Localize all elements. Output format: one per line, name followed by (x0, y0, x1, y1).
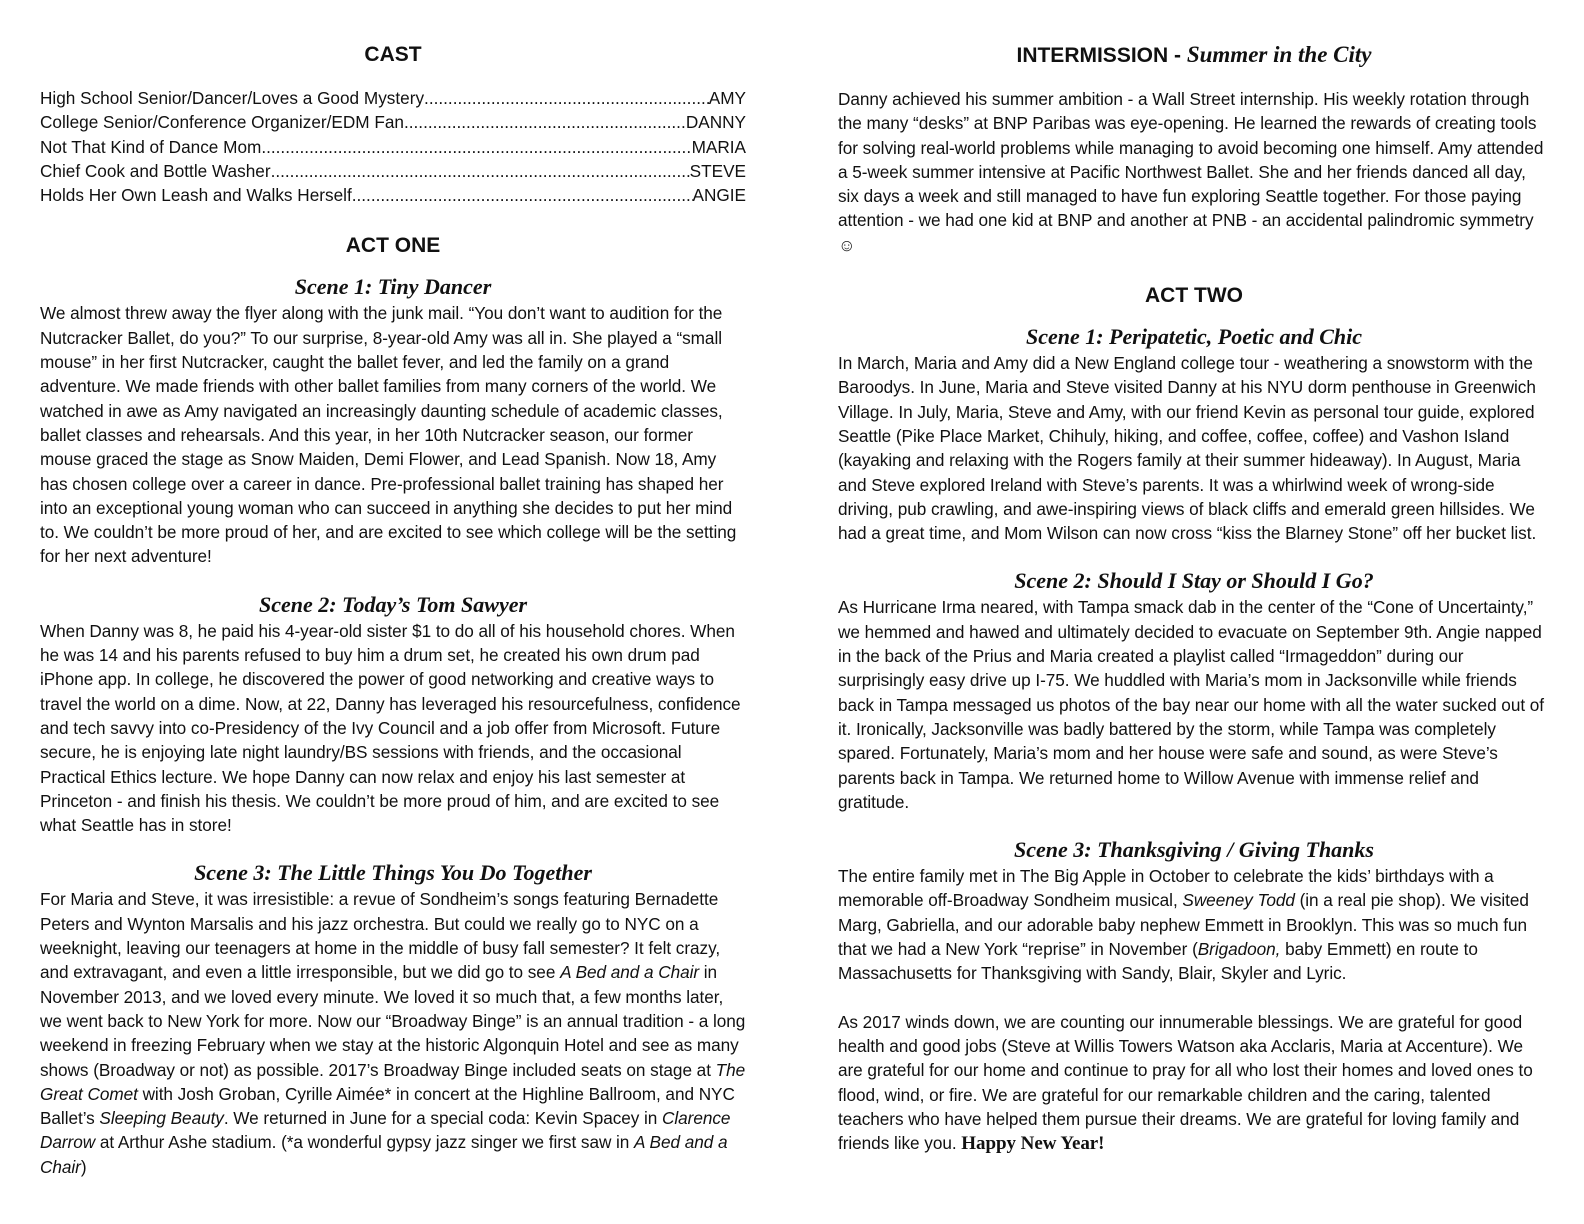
cast-role: Not That Kind of Dance Mom (40, 136, 262, 157)
show-title: Clarence Darrow (40, 1108, 731, 1153)
happy-new-year: Happy New Year! (961, 1133, 1105, 1155)
act-one-scene1-text: We almost threw away the flyer along with the junk mail. “You don’t want to audition for the Nutcracker Ballet, do you?” To our surprise, 8-year-old Amy was all in. She played a “small mouse” in her first Nutcracker, caught the ballet fever, and led the family on a grand adventure. We made friends with other ballet families from many corners of the world. We watched in awe as Amy navigated an increasingly daunting schedule of academic classes, ballet classes and rehearsals. And this year, in her 10th Nutcracker season, our former mouse graced the stage as Snow Maiden, Demi Flower, and Lead Spanish. Now 18, Amy has chosen college over a career in dance. Pre-professional ballet training has shaped her into an exceptional young woman who can succeed in anything she decides to put her mind to. We couldn’t be more proud of her, and are excited to see which college will be the setting for her next adventure! (40, 303, 737, 567)
text-run: baby Emmett) en route to Massachusetts for Thanksgiving with Sandy, Blair, Skyler and Lyric. (838, 939, 1478, 984)
intermission-text: Danny achieved his summer ambition - a Wall Street internship. His weekly rotation through the many “desks” at BNP Paribas was eye-opening. He learned the rewards of creating tools for solving real-world problems while managing to avoid becoming one himself. Amy attended a 5-week summer intensive at Pacific Northwest Ballet. She and her friends danced all day, six days a week and still managed to have fun exploring Seattle together. For those paying attention - we had one kid at BNP and another at PNB - an accidental palindromic symmetry ☺ (838, 89, 1544, 255)
act-two-scene1-text: In March, Maria and Amy did a New England college tour - weathering a snowstorm with the Baroodys. In June, Maria and Steve visited Danny at his NYU dorm penthouse in Greenwich Village. In July, Maria, Steve and Amy, with our friend Kevin as personal tour guide, explored Seattle (Pike Place Market, Chihuly, hiking, and coffee, coffee, coffee) and Vashon Island (kayaking and relaxing with the Rogers family at their summer hideaway). In August, Maria and Steve explored Ireland with Steve’s parents. It was a whirlwind week of wrong-side driving, pub crawling, and awe-inspiring views of black cliffs and emerald green hillsides. We had a great time, and Mom Wilson can now cross “kiss the Blarney Stone” off her bucket list. (838, 353, 1537, 544)
text-run: . We returned in June for a special coda: Kevin Spacey in (223, 1108, 663, 1129)
left-column (40, 40, 746, 1179)
text-run: As 2017 winds down, we are counting our innumerable blessings. We are grateful for good health and good jobs (Steve at Willis Towers Watson aka Acclaris, Maria at Accenture). We are grateful for our home and continue to pray for all who lost their homes and loved ones to flood, wind, or fire. We are grateful for our remarkable children and the caring, talented teachers who have helped them pursue their dreams. We are grateful for loving family and friends like you. (838, 1011, 1533, 1154)
text-run: in November 2013, and we loved every minute. We loved it so much that, a few months later, we went back to New York for more. Now our “Broadway Binge” is an annual tradition - a long weekend in freezing February when we stay at the historic Algonquin Hotel and see as many shows (Broadway or not) as possible. 2017’s Broadway Binge included seats on stage at (40, 962, 746, 1080)
show-title: Sleeping Beauty (99, 1108, 224, 1129)
cast-heading: CAST (364, 43, 422, 66)
act-one-heading: ACT ONE (345, 234, 441, 258)
cast-role: Chief Cook and Bottle Washer (40, 160, 271, 181)
act-two-heading: ACT TWO (1145, 284, 1243, 308)
cast-leader-dots (404, 110, 686, 134)
act-one-scene3-text (40, 887, 746, 1179)
show-title: Brigadoon, (1197, 939, 1281, 960)
cast-row (40, 110, 746, 134)
cast-actor: STEVE (689, 160, 746, 181)
right-column (838, 40, 1550, 1156)
show-title: Sweeney Todd (1182, 890, 1295, 911)
cast-row (40, 86, 746, 110)
act-two-scene3-text (838, 864, 1550, 985)
intermission-subtitle: Summer in the City (1186, 42, 1372, 67)
show-title: A Bed and a Chair (560, 962, 700, 983)
text-run: The entire family met in The Big Apple in October to celebrate the kids’ birthdays with a memorable off-Broadway Sondheim musical, (838, 866, 1494, 911)
cast-actor: AMY (708, 88, 746, 108)
intermission-heading (838, 40, 1550, 71)
text-run: ) (80, 1156, 87, 1177)
cast-row (40, 135, 746, 159)
closing-text (838, 1010, 1550, 1157)
act-one-scene2-text: When Danny was 8, he paid his 4-year-old sister $1 to do all of his household chores. When he was 14 and his parents refused to buy him a drum set, he created his own drum pad iPhone app. In college, he discovered the power of good networking and creative ways to travel the world on a dime. Now, at 22, Danny has leveraged his resourcefulness, confidence and tech savvy into co-Presidency of the Ivy Council and a job offer from Microsoft. Future secure, he is enjoying late night laundry/BS sessions with friends, and the occasional Practical Ethics lecture. We hope Danny can now relax and enjoy his last semester at Princeton - and finish his thesis. We couldn’t be more proud of him, and are excited to see what Seattle has in store! (40, 620, 741, 836)
act-two-scene3-title: Scene 3: Thanksgiving / Giving Thanks (1014, 837, 1374, 863)
cast-leader-dots (271, 159, 690, 183)
cast-leader-dots (424, 86, 709, 110)
text-run: For Maria and Steve, it was irresistible: a revue of Sondheim’s songs featuring Bernadette Peters and Wynton Marsalis and his jazz orchestra. But could we really go to NYC on a weeknight, leaving our teenagers at home in the middle of busy fall semester? It felt crazy, and extravagant, and even a little irresponsible, but we did go to see (40, 889, 721, 983)
act-two-scene2-title: Scene 2: Should I Stay or Should I Go? (1014, 568, 1374, 594)
cast-actor: ANGIE (692, 185, 746, 206)
cast-role: Holds Her Own Leash and Walks Herself (40, 185, 352, 206)
act-two-scene1-title: Scene 1: Peripatetic, Poetic and Chic (1025, 324, 1363, 350)
intermission-label: INTERMISSION - (1016, 44, 1187, 67)
cast-row (40, 183, 746, 207)
act-one-scene3-title: Scene 3: The Little Things You Do Together (194, 860, 592, 886)
cast-actor: DANNY (685, 112, 746, 133)
act-one-scene2-title: Scene 2: Today’s Tom Sawyer (258, 591, 528, 617)
show-title: The Great Comet (40, 1059, 746, 1104)
cast-actor: MARIA (691, 136, 746, 157)
text-run: (in a real pie shop). We visited Marg, Gabriella, and our adorable baby nephew Emmett in Brooklyn. This was so much fun that we had a New York “reprise” in November ( (838, 890, 1529, 960)
cast-role: High School Senior/Dancer/Loves a Good Mystery (40, 88, 425, 108)
cast-leader-dots (261, 135, 691, 159)
show-title: A Bed and a Chair (40, 1132, 728, 1177)
cast-leader-dots (352, 183, 693, 207)
text-run: at Arthur Ashe stadium. (*a wonderful gypsy jazz singer we first saw in (95, 1132, 635, 1153)
act-one-scene1-title: Scene 1: Tiny Dancer (294, 274, 492, 300)
cast-role: College Senior/Conference Organizer/EDM Fan (40, 112, 404, 133)
act-two-scene2-text: As Hurricane Irma neared, with Tampa smack dab in the center of the “Cone of Uncertainty,” we hemmed and hawed and ultimately decided to evacuate on September 9th. Angie napped in the back of the Prius and Maria created a playlist called “Irmageddon” during our surprisingly easy drive up I-75. We huddled with Maria’s mom in Jacksonville while friends back in Tampa messaged us photos of the bay near our home with all the water sucked out of it. Ironically, Jacksonville was badly battered by the storm, while Tampa was completely spared. Fortunately, Maria’s mom and her house were safe and sound, as were Steve’s parents back in Tampa. We returned home to Willow Avenue with immense relief and gratitude. (838, 597, 1545, 812)
cast-list (40, 86, 746, 207)
text-run: with Josh Groban, Cyrille Aimée* in concert at the Highline Ballroom, and NYC Ballet’s (40, 1083, 735, 1129)
cast-row (40, 159, 746, 183)
